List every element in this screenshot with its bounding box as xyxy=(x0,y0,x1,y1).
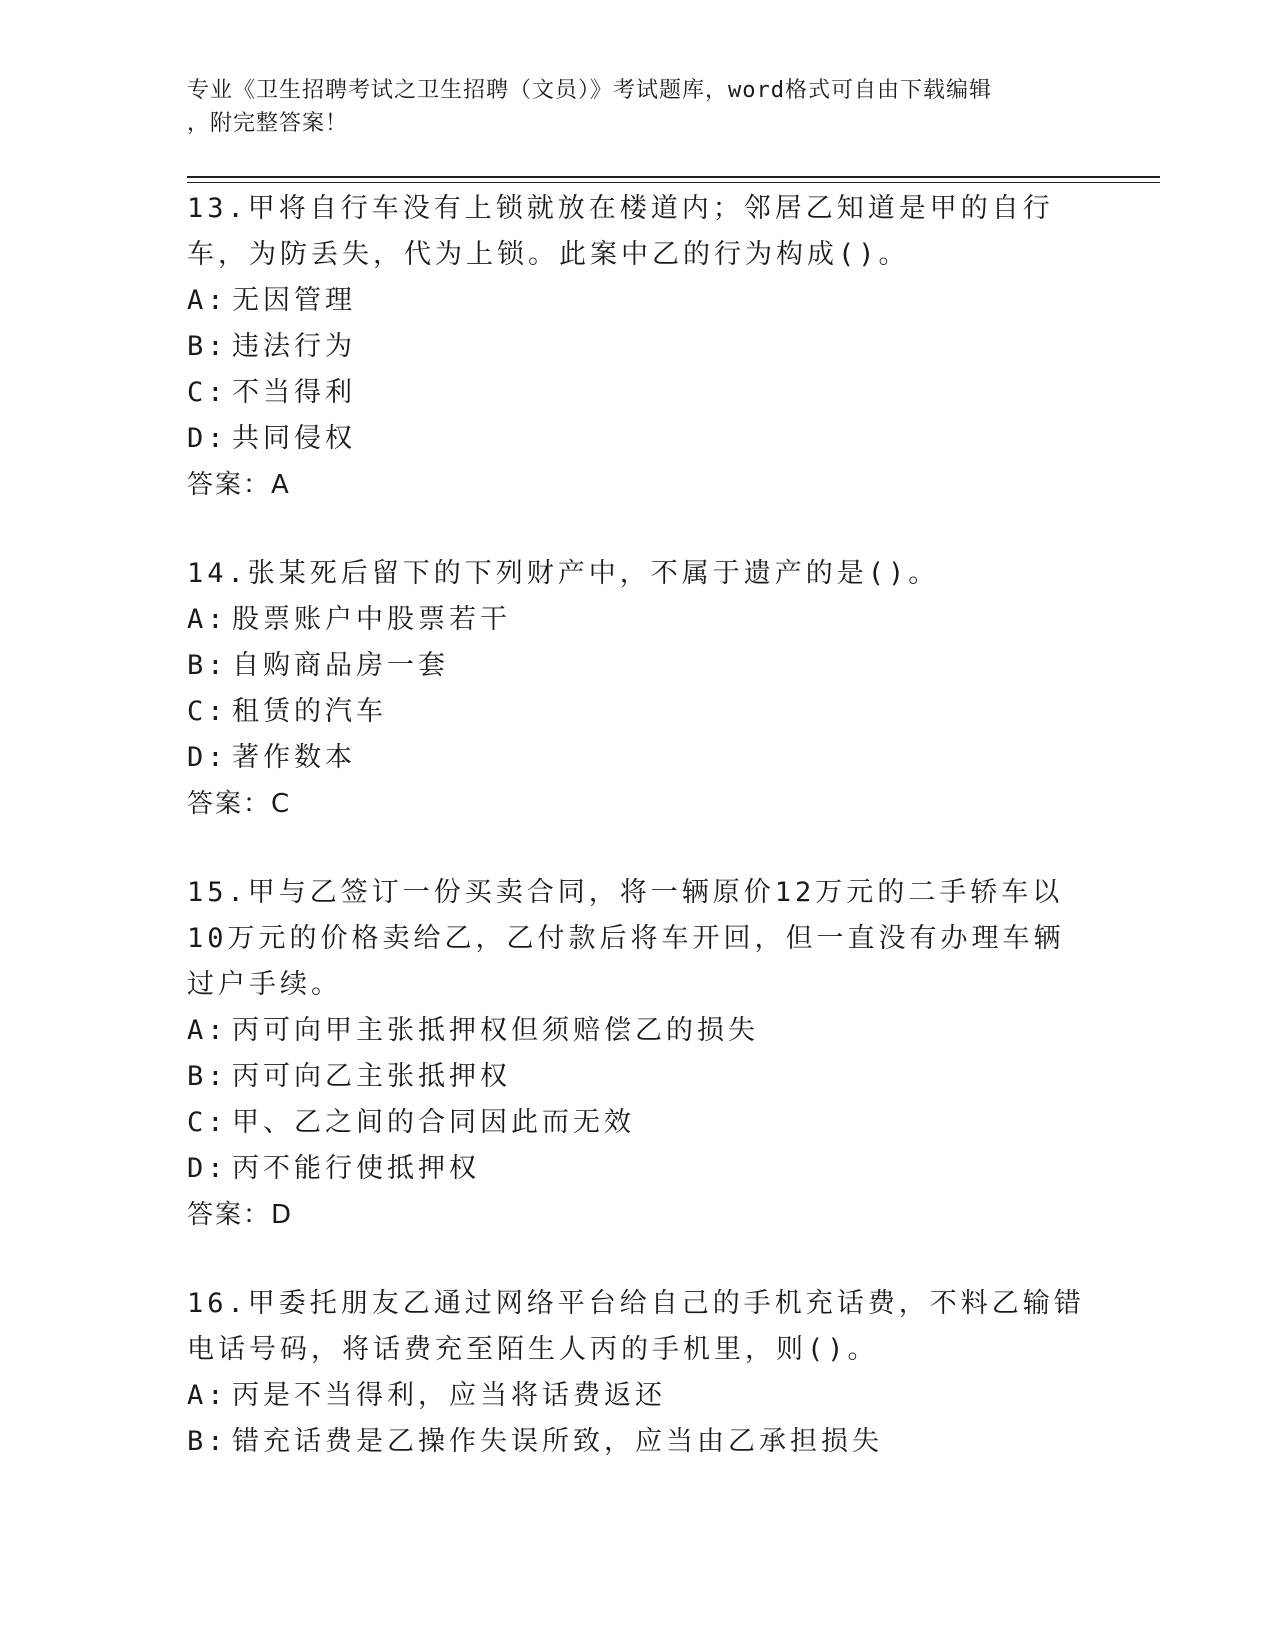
question-stem: 13.甲将自行车没有上锁就放在楼道内；邻居乙知道是甲的自行车，为防丢失，代为上锁。此案中乙的行为构成()。 xyxy=(187,193,1054,270)
option-b xyxy=(187,324,1087,370)
question-14 xyxy=(187,551,1087,827)
question-stem: 15.甲与乙签订一份买卖合同，将一辆原价12万元的二手轿车以10万元的价格卖给乙，乙付款后将车开回，但一直没有办理车辆过户手续。 xyxy=(187,877,1065,1000)
question-list xyxy=(187,186,1087,1508)
option-b xyxy=(187,1419,1087,1465)
header-line-2: ，附完整答案！ xyxy=(187,111,349,136)
option-a xyxy=(187,597,1087,643)
option-c xyxy=(187,1100,1087,1146)
option-letter: D: xyxy=(187,423,228,454)
option-text: 著作数本 xyxy=(232,742,356,773)
option-c xyxy=(187,689,1087,735)
option-d xyxy=(187,735,1087,781)
option-letter: B: xyxy=(187,650,228,681)
option-letter: C: xyxy=(187,1107,228,1138)
option-b xyxy=(187,1054,1087,1100)
option-d xyxy=(187,416,1087,462)
answer-line: 答案：D xyxy=(187,1200,294,1230)
option-b xyxy=(187,643,1087,689)
answer-line: 答案：C xyxy=(187,789,292,819)
document-header xyxy=(187,74,1087,140)
option-text: 共同侵权 xyxy=(232,423,356,454)
option-text: 丙可向乙主张抵押权 xyxy=(232,1061,511,1092)
option-text: 丙可向甲主张抵押权但须赔偿乙的损失 xyxy=(232,1015,759,1046)
option-text: 自购商品房一套 xyxy=(232,650,449,681)
option-text: 错充话费是乙操作失误所致，应当由乙承担损失 xyxy=(232,1426,883,1457)
question-16 xyxy=(187,1281,1087,1465)
option-text: 违法行为 xyxy=(232,331,356,362)
question-15 xyxy=(187,870,1087,1238)
question-stem: 16.甲委托朋友乙通过网络平台给自己的手机充话费，不料乙输错电话号码，将话费充至陌生人丙的手机里，则()。 xyxy=(187,1288,1085,1365)
option-a xyxy=(187,278,1087,324)
option-letter: C: xyxy=(187,696,228,727)
header-line-1: 专业《卫生招聘考试之卫生招聘（文员）》考试题库，word格式可自由下载编辑 xyxy=(187,78,992,103)
option-text: 不当得利 xyxy=(232,377,356,408)
question-13 xyxy=(187,186,1087,508)
option-letter: B: xyxy=(187,1426,228,1457)
option-letter: C: xyxy=(187,377,228,408)
option-letter: B: xyxy=(187,1061,228,1092)
option-letter: B: xyxy=(187,331,228,362)
option-text: 甲、乙之间的合同因此而无效 xyxy=(232,1107,635,1138)
option-text: 丙不能行使抵押权 xyxy=(232,1153,480,1184)
option-text: 丙是不当得利，应当将话费返还 xyxy=(232,1380,666,1411)
option-c xyxy=(187,370,1087,416)
option-letter: D: xyxy=(187,742,228,773)
header-divider-thick xyxy=(187,176,1160,178)
option-a xyxy=(187,1008,1087,1054)
option-letter: D: xyxy=(187,1153,228,1184)
question-stem: 14.张某死后留下的下列财产中，不属于遗产的是()。 xyxy=(187,558,940,589)
option-letter: A: xyxy=(187,1015,228,1046)
option-letter: A: xyxy=(187,604,228,635)
answer-line: 答案：A xyxy=(187,470,291,500)
option-text: 股票账户中股票若干 xyxy=(232,604,511,635)
header-divider-thin xyxy=(187,182,1160,183)
option-text: 无因管理 xyxy=(232,285,356,316)
option-letter: A: xyxy=(187,285,228,316)
option-d xyxy=(187,1146,1087,1192)
option-text: 租赁的汽车 xyxy=(232,696,387,727)
option-a xyxy=(187,1373,1087,1419)
option-letter: A: xyxy=(187,1380,228,1411)
